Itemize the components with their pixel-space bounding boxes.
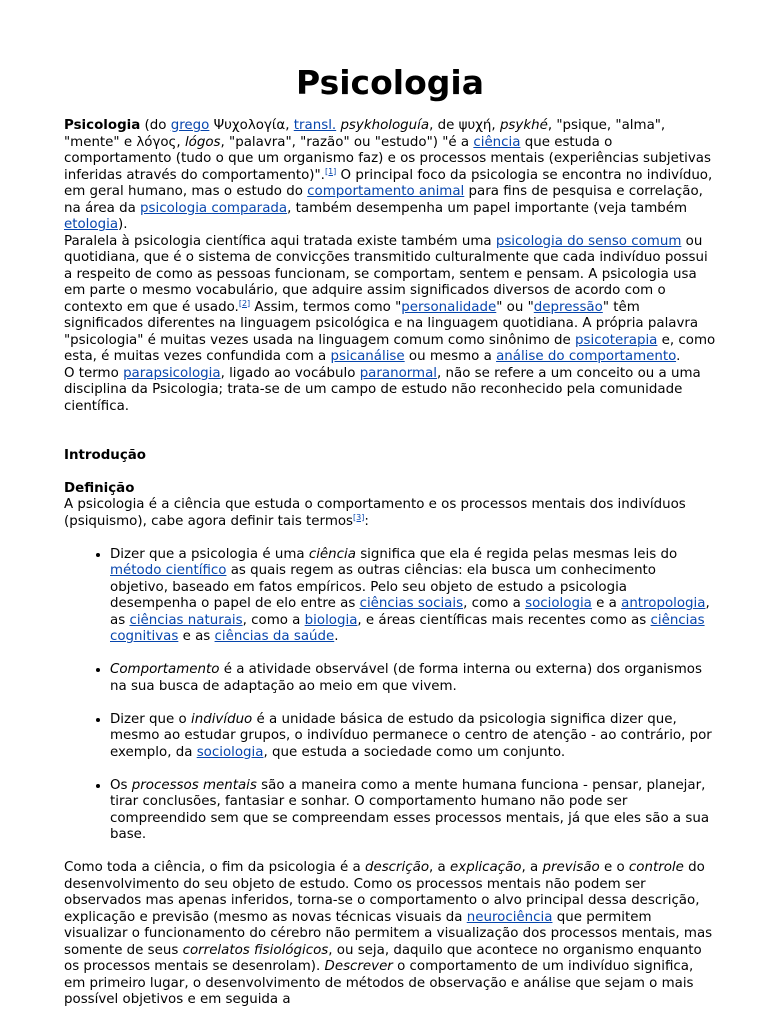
link-sociologia[interactable]: sociologia <box>196 744 264 760</box>
section-heading-introducao: Introdução <box>64 448 147 463</box>
link-sociologia[interactable]: sociologia <box>525 596 592 611</box>
link-biologia[interactable]: biologia <box>304 612 358 628</box>
link-ciencia[interactable]: ciência <box>473 134 521 150</box>
link-ciencias-sociais[interactable]: ciências sociais <box>359 596 464 611</box>
list-item: • Os processos mentais são a maneira como a mente humana funciona - pensar, planejar, tirar conclusões, fantasiar e sonhar. O comportamento humano não pode ser compreendido sem que se compreendam esses processos mentais, já que eles são a sua base. <box>110 778 716 844</box>
link-ciencias-cognitivas[interactable]: ciências cognitivas <box>110 612 705 644</box>
link-metodo-cientifico[interactable]: método científico <box>110 563 227 578</box>
list-item: • Comportamento é a atividade observável (de forma interna ou externa) dos organismos na sua busca de adaptação ao meio em que vivem. <box>110 662 716 695</box>
list-item: • Dizer que o indivíduo é a unidade básica de estudo da psicologia significa dizer que, mesmo ao estudar grupos, o indivíduo permanece o centro de atenção - ao contrário, por exemplo, da sociologia, que estuda a sociedade como um conjunto. <box>110 712 716 762</box>
link-etologia[interactable]: etologia <box>64 217 119 232</box>
reference-1[interactable]: [1] <box>324 166 337 176</box>
definition-list <box>64 547 716 844</box>
link-ciencias-naturais[interactable]: ciências naturais <box>129 612 243 628</box>
page-title: Psicologia <box>296 63 484 102</box>
bold-term: Psicologia <box>64 118 141 133</box>
link-personalidade[interactable]: personalidade <box>401 299 497 315</box>
reference-3[interactable]: [3] <box>353 512 365 522</box>
definicao-paragraph-2: Como toda a ciência, o fim da psicologia é a descrição, a explicação, a previsão e o controle do desenvolvimento do seu objeto de estudo. Como os processos mentais não podem ser observados mas apenas inferidos, torna-se o comportamento o alvo principal dessa descrição, explicação e previsão (mesmo as novas técnicas visuais da neurociência que permitem visualizar o funcionamento do cérebro não permitem a visualização dos processos mentais, mas somente de seus correlatos fisiológicos, ou seja, daquilo que acontece no organismo enquanto os processos mentais se desenrolam). Descrever o comportamento de um indivíduo significa, em primeiro lugar, o desenvolvimento de métodos de observação e análise que sejam o mais possível objetivos e em seguida a <box>64 860 713 1007</box>
link-depressao[interactable]: depressão <box>533 299 603 315</box>
section-heading-definicao: Definição <box>64 480 135 496</box>
list-item: • Dizer que a psicologia é uma ciência significa que ela é regida pelas mesmas leis do método científico as quais regem as outras ciências: ela busca um conhecimento objetivo, baseado em fatos empíricos. Pelo seu objeto de estudo a psicologia desempenha o papel de elo entre as ciências sociais, como a sociologia e a antropologia, as ciências naturais, como a biologia, e áreas científicas mais recentes como as ciências cognitivas e as ciências da saúde. <box>110 547 716 646</box>
link-grego[interactable]: grego <box>170 118 210 133</box>
reference-2[interactable]: [2] <box>238 298 251 308</box>
link-analise-comportamento[interactable]: análise do comportamento <box>496 349 677 364</box>
link-comportamento-animal[interactable]: comportamento animal <box>307 184 465 199</box>
link-psicologia-comparada[interactable]: psicologia comparada <box>140 200 288 216</box>
intro-paragraph-3: O termo parapsicologia, ligado ao vocábulo paranormal, não se refere a um conceito ou a uma disciplina da Psicologia; trata-se de um campo de estudo não reconhecido pela comunidade científica. <box>64 365 701 414</box>
link-paranormal[interactable]: paranormal <box>359 365 438 381</box>
link-psicologia-senso-comum[interactable]: psicologia do senso comum <box>495 233 682 249</box>
link-neurociencia[interactable]: neurociência <box>466 909 553 925</box>
link-parapsicologia[interactable]: parapsicologia <box>123 365 221 381</box>
intro-paragraph-1: Psicologia (do grego Ψυχολογία, transl. psykhologuía, de ψυχή, psykhé, "psique, "alma", "mente" e λόγος, lógos, "palavra", "razão" ou "estudo") "é a ciência que estuda o comportamento (tudo o que um organismo faz) e os processos mentais (experiências subjetivas inferidas através do comportamento)".[1] O principal foco da psicologia se encontra no indivíduo, em geral humano, mas o estudo do comportamento animal para fins de pesquisa e correlação, na área da psicologia comparada, também desempenha um papel importante (veja também etologia). <box>64 118 713 232</box>
link-transl[interactable]: transl. <box>293 118 337 133</box>
intro-paragraph-2: Paralela à psicologia científica aqui tratada existe também uma psicologia do senso comum ou quotidiana, que é o sistema de convicções transmitido culturalmente que cada indivíduo possui a respeito de como as pessoas funcionam, se comportam, sentem e pensam. A psicologia usa em parte o mesmo vocabulário, que adquire assim significados diversos de acordo com o contexto em que é usado.[2] Assim, termos como "personalidade" ou "depressão" têm significados diferentes na linguagem psicológica e na linguagem quotidiana. A própria palavra "psicologia" é muitas vezes usada na linguagem comum como sinônimo de psicoterapia e, como esta, é muitas vezes confundida com a psicanálise ou mesmo a análise do comportamento. <box>64 233 716 364</box>
definicao-paragraph: A psicologia é a ciência que estuda o comportamento e os processos mentais dos indivíduos (psiquismo), cabe agora definir tais termos[3]: <box>64 497 686 529</box>
link-psicoterapia[interactable]: psicoterapia <box>575 332 658 348</box>
link-psicanalise[interactable]: psicanálise <box>330 349 405 364</box>
link-ciencias-saude[interactable]: ciências da saúde <box>214 629 335 644</box>
link-antropologia[interactable]: antropologia <box>621 596 706 611</box>
